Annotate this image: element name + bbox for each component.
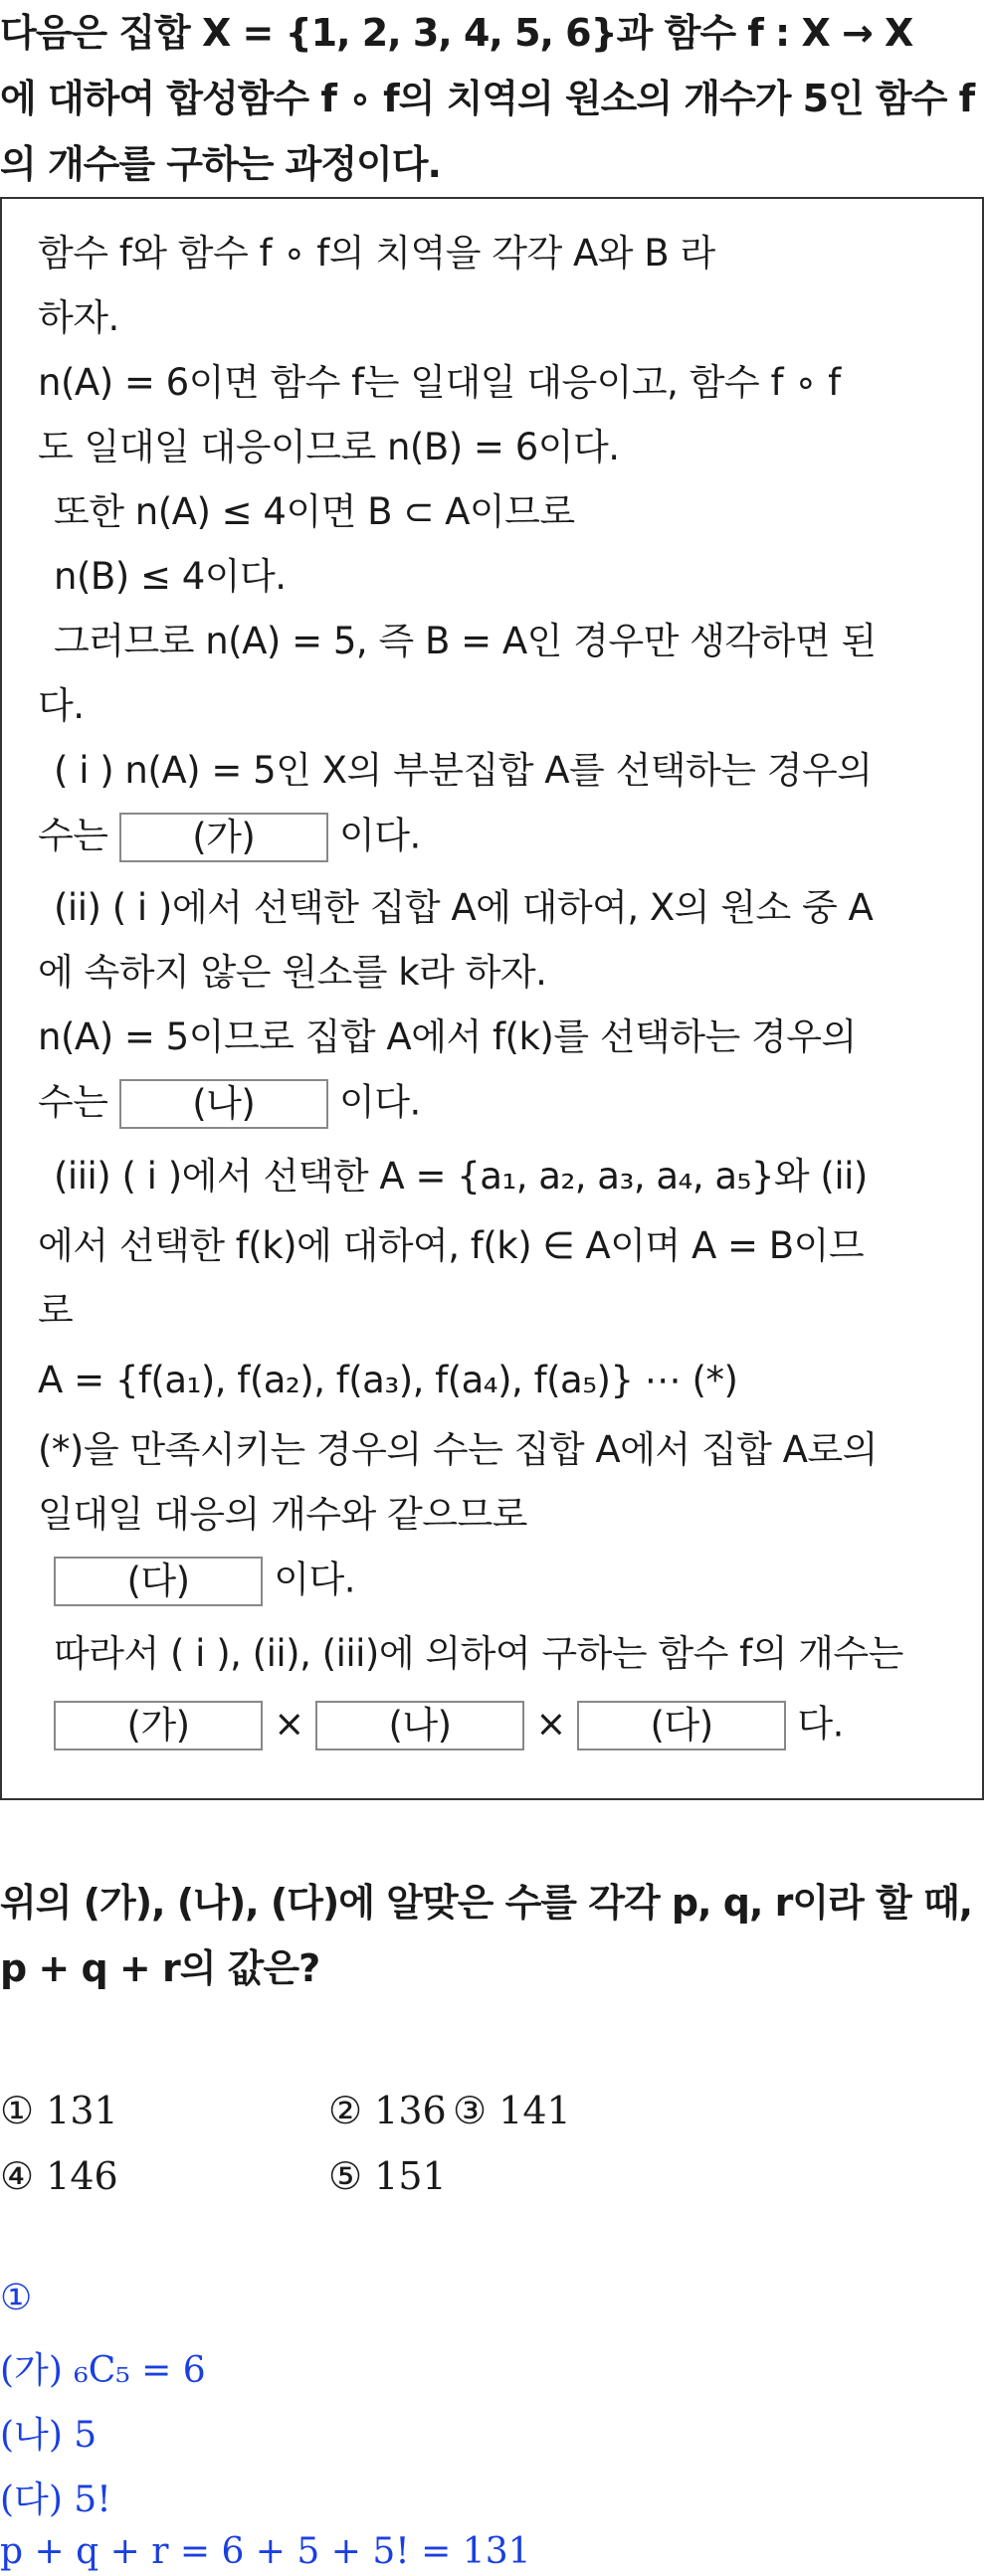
blank-na-2: (나)	[315, 1701, 524, 1750]
answer-na: (나) 5	[0, 2415, 98, 2456]
proof-line-4: 도 일대일 대응이므로 n(B) = 6이다.	[38, 426, 620, 468]
times-sign-1: ×	[274, 1702, 304, 1746]
proof-line-19: (*)을 만족시키는 경우의 수는 집합 A에서 집합 A로의	[38, 1428, 878, 1471]
proof-box	[0, 197, 984, 1800]
question-line-1: 다음은 집합 X = {1, 2, 3, 4, 5, 6}과 함수 f : X → X	[0, 11, 913, 55]
proof-line-6: n(B) ≤ 4이다.	[54, 555, 287, 598]
choice-1[interactable]: ① 131	[0, 2089, 118, 2132]
answer-choice: ①	[0, 2278, 33, 2318]
answer-ga: (가) ₆C₅ = 6	[0, 2350, 206, 2391]
choice-4[interactable]: ④ 146	[0, 2154, 118, 2198]
proof-line-16: 에서 선택한 f(k)에 대하여, f(k) ∈ A이며 A = B이므	[38, 1224, 865, 1267]
proof-line-15: (iii) ( i )에서 선택한 A = {a₁, a₂, a₃, a₄, a₅}와 (ii)	[54, 1155, 868, 1197]
question-text	[0, 0, 988, 197]
proof-line-7: 그러므로 n(A) = 5, 즉 B = A인 경우만 생각하면 된	[54, 620, 877, 662]
blank-da-2: (다)	[577, 1701, 786, 1750]
blank-na-1: (나)	[119, 1079, 328, 1129]
proof-line-20: 일대일 대응의 개수와 같으므로	[38, 1493, 527, 1536]
proof-line-21-suffix: 이다.	[274, 1558, 356, 1601]
proof-line-8: 다.	[38, 684, 85, 727]
proof-line-13: n(A) = 5이므로 집합 A에서 f(k)를 선택하는 경우의	[38, 1015, 857, 1058]
choice-5[interactable]: ⑤ 151	[328, 2154, 447, 2198]
question2-line-2: p + q + r의 값은?	[0, 1946, 320, 1990]
blank-ga-1: (가)	[119, 813, 328, 862]
proof-line-14-suffix: 이다.	[339, 1080, 421, 1124]
proof-line-5: 또한 n(A) ≤ 4이면 B ⊂ A이므로	[54, 490, 575, 533]
choice-2[interactable]: ② 136	[328, 2089, 447, 2132]
choice-3[interactable]: ③ 141	[453, 2089, 571, 2132]
blank-da-1: (다)	[54, 1557, 263, 1606]
proof-line-14-prefix: 수는	[38, 1080, 108, 1124]
question2-line-1: 위의 (가), (나), (다)에 알맞은 수를 각각 p, q, r이라 할 때,	[0, 1881, 973, 1925]
blank-ga-2: (가)	[54, 1701, 263, 1750]
proof-line-9: ( i ) n(A) = 5인 X의 부분집합 A를 선택하는 경우의	[54, 749, 873, 792]
answer-sum: p + q + r = 6 + 5 + 5! = 131	[0, 2531, 531, 2572]
proof-line-2: 하자.	[38, 296, 119, 339]
proof-line-10	[38, 813, 421, 862]
proof-line-23	[54, 1701, 844, 1750]
proof-line-10-prefix: 수는	[38, 814, 108, 857]
proof-line-11: (ii) ( i )에서 선택한 집합 A에 대하여, X의 원소 중 A	[54, 886, 874, 929]
question-line-2: 에 대하여 합성함수 f ∘ f의 치역의 원소의 개수가 5인 함수 f	[0, 77, 975, 120]
proof-line-17: 로	[38, 1289, 74, 1332]
proof-line-18: A = {f(a₁), f(a₂), f(a₃), f(a₄), f(a₅)} ⋯ (*)	[38, 1359, 738, 1401]
proof-line-10-suffix: 이다.	[339, 814, 421, 857]
proof-line-3: n(A) = 6이면 함수 f는 일대일 대응이고, 함수 f ∘ f	[38, 361, 841, 404]
proof-line-21	[54, 1557, 355, 1606]
proof-line-14	[38, 1079, 421, 1129]
answer-da: (다) 5!	[0, 2480, 111, 2520]
proof-line-12: 에 속하지 않은 원소를 k라 하자.	[38, 951, 547, 994]
proof-line-23-suffix: 다.	[797, 1702, 844, 1746]
proof-line-22: 따라서 ( i ), (ii), (iii)에 의하여 구하는 함수 f의 개수는	[54, 1632, 903, 1675]
question-line-3: 의 개수를 구하는 과정이다.	[0, 142, 441, 186]
times-sign-2: ×	[535, 1702, 566, 1746]
proof-line-1: 함수 f와 함수 f ∘ f의 치역을 각각 A와 B 라	[38, 232, 715, 275]
